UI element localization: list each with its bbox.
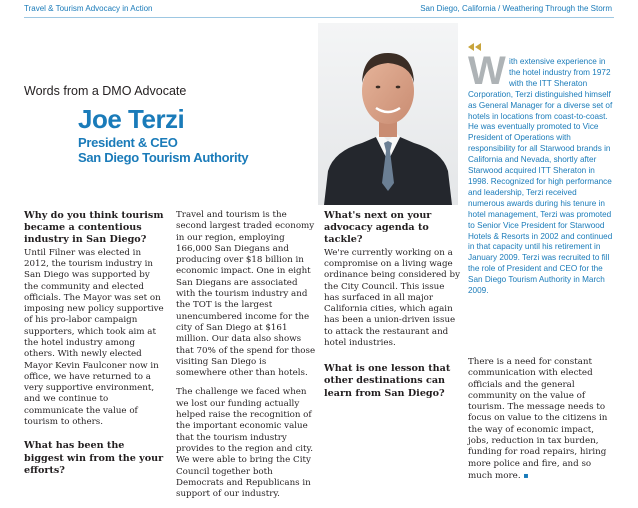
interviewee-organization: San Diego Tourism Authority — [78, 150, 249, 165]
answer-3: We're currently working on a compromise on a living wage ordinance being considered by the City Council. This issue has surfaced in all major California cities, which again has been a union-driven issue to attack the restaurant and hotel industries. — [324, 247, 460, 348]
header-divider — [24, 17, 614, 18]
answer-2: Travel and tourism is the second largest traded economy in our region, employing 166,000 San Diegans and producing over $18 billion in economic impact. One in eight San Diegans are associated with the tourism industry and the TOT is the largest unencumbered income for the city of San Diego at $161 million. Our data also shows that 70% of the spend for those visiting San Diego is somewhere other than hotels. — [176, 210, 316, 379]
running-header-left: Travel & Tourism Advocacy in Action — [24, 4, 153, 13]
question-2: What has been the biggest win from the your efforts? — [24, 440, 164, 476]
bio-opening: ith extensive experience in the hotel industry from 1972 with the ITT Sheraton — [509, 57, 611, 88]
interview-column-3 — [324, 210, 462, 401]
interviewee-title: President & CEO — [78, 135, 178, 150]
end-mark-icon: ▪ — [523, 470, 529, 480]
portrait-photo — [318, 23, 458, 205]
answer-1: Until Filner was elected in 2012, the tourism industry in San Diego was supported by the community and elected officials. The Mayor was set on imposing new policy supportive of his pro-labor campaign supporters, which took aim at the hotel industry among others. With newly elected Mayor Kevin Faulconer now in office, we have returned to a very supportive environment, and we continue to communicate the value of tourism to others. — [24, 247, 164, 428]
question-3: What's next on your advocacy agenda to tackle? — [324, 210, 432, 246]
question-1: Why do you think tourism became a contentious industry in San Diego? — [24, 210, 164, 246]
interview-column-1 — [24, 210, 166, 478]
interview-column-2 — [176, 210, 317, 508]
question-4: What is one lesson that other destinations can learn from San Diego? — [324, 363, 451, 399]
interviewee-name: Joe Terzi — [78, 104, 185, 134]
bio-text: Corporation, Terzi distinguished himself as General Manager for a diverse set of hotels in locations from coast-to-coast. He was eventually promoted to Vice President of Operations with responsibility for all Starwood brands in California and Nevada, shortly after Starwood acquired ITT Sheraton in 1998. Recognized for high performance and leadership, Terzi received numerous awards during his tenure in hotel management, Terzi was promoted to Senior Vice President for Starwood Hotels & Resorts in 2002 and continued in that capacity until his retirement in January 2009. Terzi was recruited to fill the role of President and CEO for the San Diego Tourism Authority in March 2009. — [468, 89, 613, 296]
bio-drop-cap: W — [468, 49, 506, 93]
pull-quote-text: There is a need for constant communication with elected officials and the general community on the value of tourism. The message needs to focus on value to the citizens in the way of economic impact, jobs, reduction in tax burden, funding for road repairs, hiring more police and fire, and so much more. — [468, 357, 608, 481]
article-deck: Words from a DMO Advocate — [24, 84, 187, 98]
answer-2-continued: The challenge we faced when we lost our funding actually helped raise the recognition of the important economic value that the tourism industry provides to the region and city. We were able to bring the City Council together both Democrats and Republicans in support of our industry. — [176, 387, 313, 500]
running-header-right: San Diego, California / Weathering Through the Storm — [420, 4, 612, 13]
bio-sidebar — [468, 57, 614, 297]
pull-quote — [468, 357, 614, 482]
